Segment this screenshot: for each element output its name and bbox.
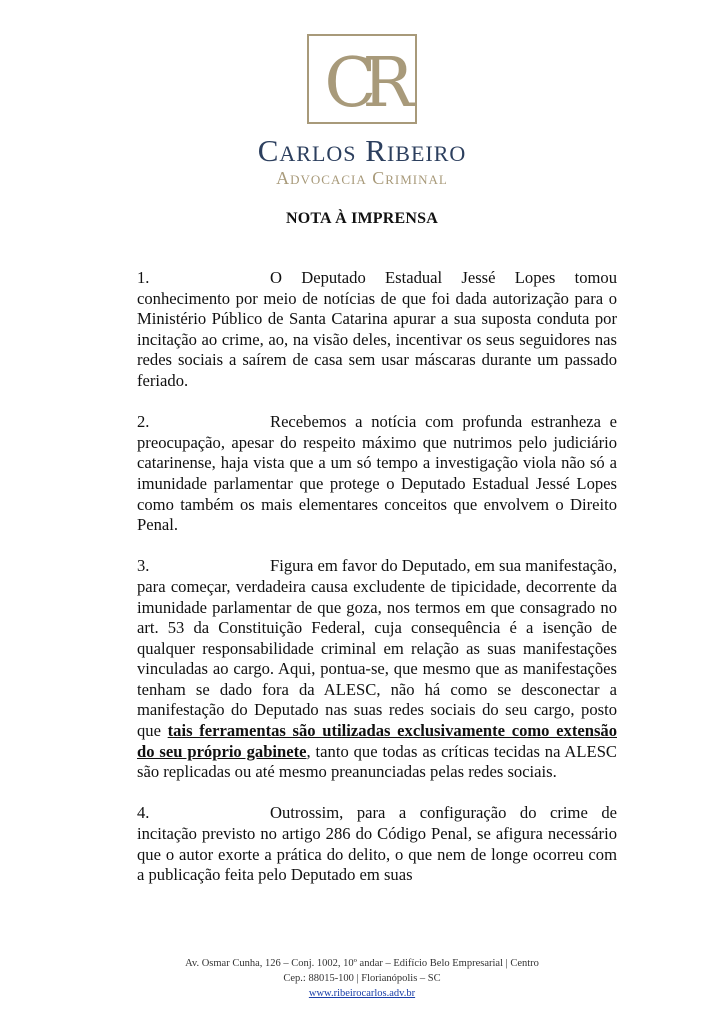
paragraph-text: Figura em favor do Deputado, em sua manifestação, para começar, verdadeira causa excludente de tipicidade, decorrente da imunidade parlamentar de que goza, nos termos em que consagrado no art. 53 da Constituição Federal, cuja consequência é a isenção de qualquer responsabilidade criminal em relação as suas manifestações vinculadas ao cargo. Aqui, pontua-se, que mesmo que as manifestações tenham se dado fora da ALESC, não há como se desconectar a manifestação do Deputado nas suas redes sociais do seu cargo, posto que (137, 556, 617, 741)
paragraph-4 (137, 803, 617, 885)
document-title: NOTA À IMPRENSA (285, 210, 439, 227)
monogram-logo-icon (309, 36, 415, 122)
paragraph-1 (137, 268, 617, 392)
footer-address: Av. Osmar Cunha, 126 – Conj. 1002, 10º andar – Edifício Belo Empresarial | Centro (185, 958, 539, 969)
paragraph-number: 2. (137, 412, 150, 432)
paragraph-2 (137, 412, 617, 536)
paragraph-text: O Deputado Estadual Jessé Lopes tomou conhecimento por meio de notícias de que foi dada autorização para o Ministério Público de Santa Catarina apurar a sua suposta conduta por incitação ao crime, ao, na visão deles, incentivar os seus seguidores nas redes sociais a saírem de casa sem usar máscaras durante um passado feriado. (137, 268, 617, 390)
firm-name: Carlos Ribeiro (257, 133, 467, 168)
footer-website-link[interactable]: www.ribeirocarlos.adv.br (308, 988, 416, 999)
document-body (137, 268, 617, 906)
letterhead (0, 34, 724, 188)
paragraph-number: 4. (137, 803, 150, 823)
paragraph-text-continued: , tanto que todas as críticas tecidas na ALESC são replicadas ou até mesmo preanunciadas pelas redes sociais. (137, 741, 617, 782)
paragraph-3 (137, 556, 617, 783)
firm-subtitle: Advocacia Criminal (276, 168, 448, 188)
svg-text:CR: CR (324, 44, 400, 122)
paragraph-number: 3. (137, 556, 150, 576)
emphasized-text: tais ferramentas são utilizadas exclusivamente como extensão do seu próprio gabinete (137, 721, 617, 761)
paragraph-text: Recebemos a notícia com profunda estranheza e preocupação, apesar do respeito máximo que nutrimos pelo judiciário catarinense, haja vista que a um só tempo a investigação viola não só a imunidade parlamentar que protege o Deputado Estadual Jessé Lopes como também os mais elementares conceitos que envolvem o Direito Penal. (137, 412, 617, 535)
paragraph-number: 1. (137, 268, 150, 287)
paragraph-text: Outrossim, para a configuração do crime de incitação previsto no artigo 286 do Código Penal, se afigura necessário que o autor exorte a prática do delito, o que nem de longe ocorreu com a publicação feita pelo Deputado em suas (137, 803, 617, 885)
cr-monogram-logo (307, 34, 417, 124)
footer (0, 956, 724, 1001)
footer-postal: Cep.: 88015-100 | Florianópolis – SC (283, 973, 441, 984)
